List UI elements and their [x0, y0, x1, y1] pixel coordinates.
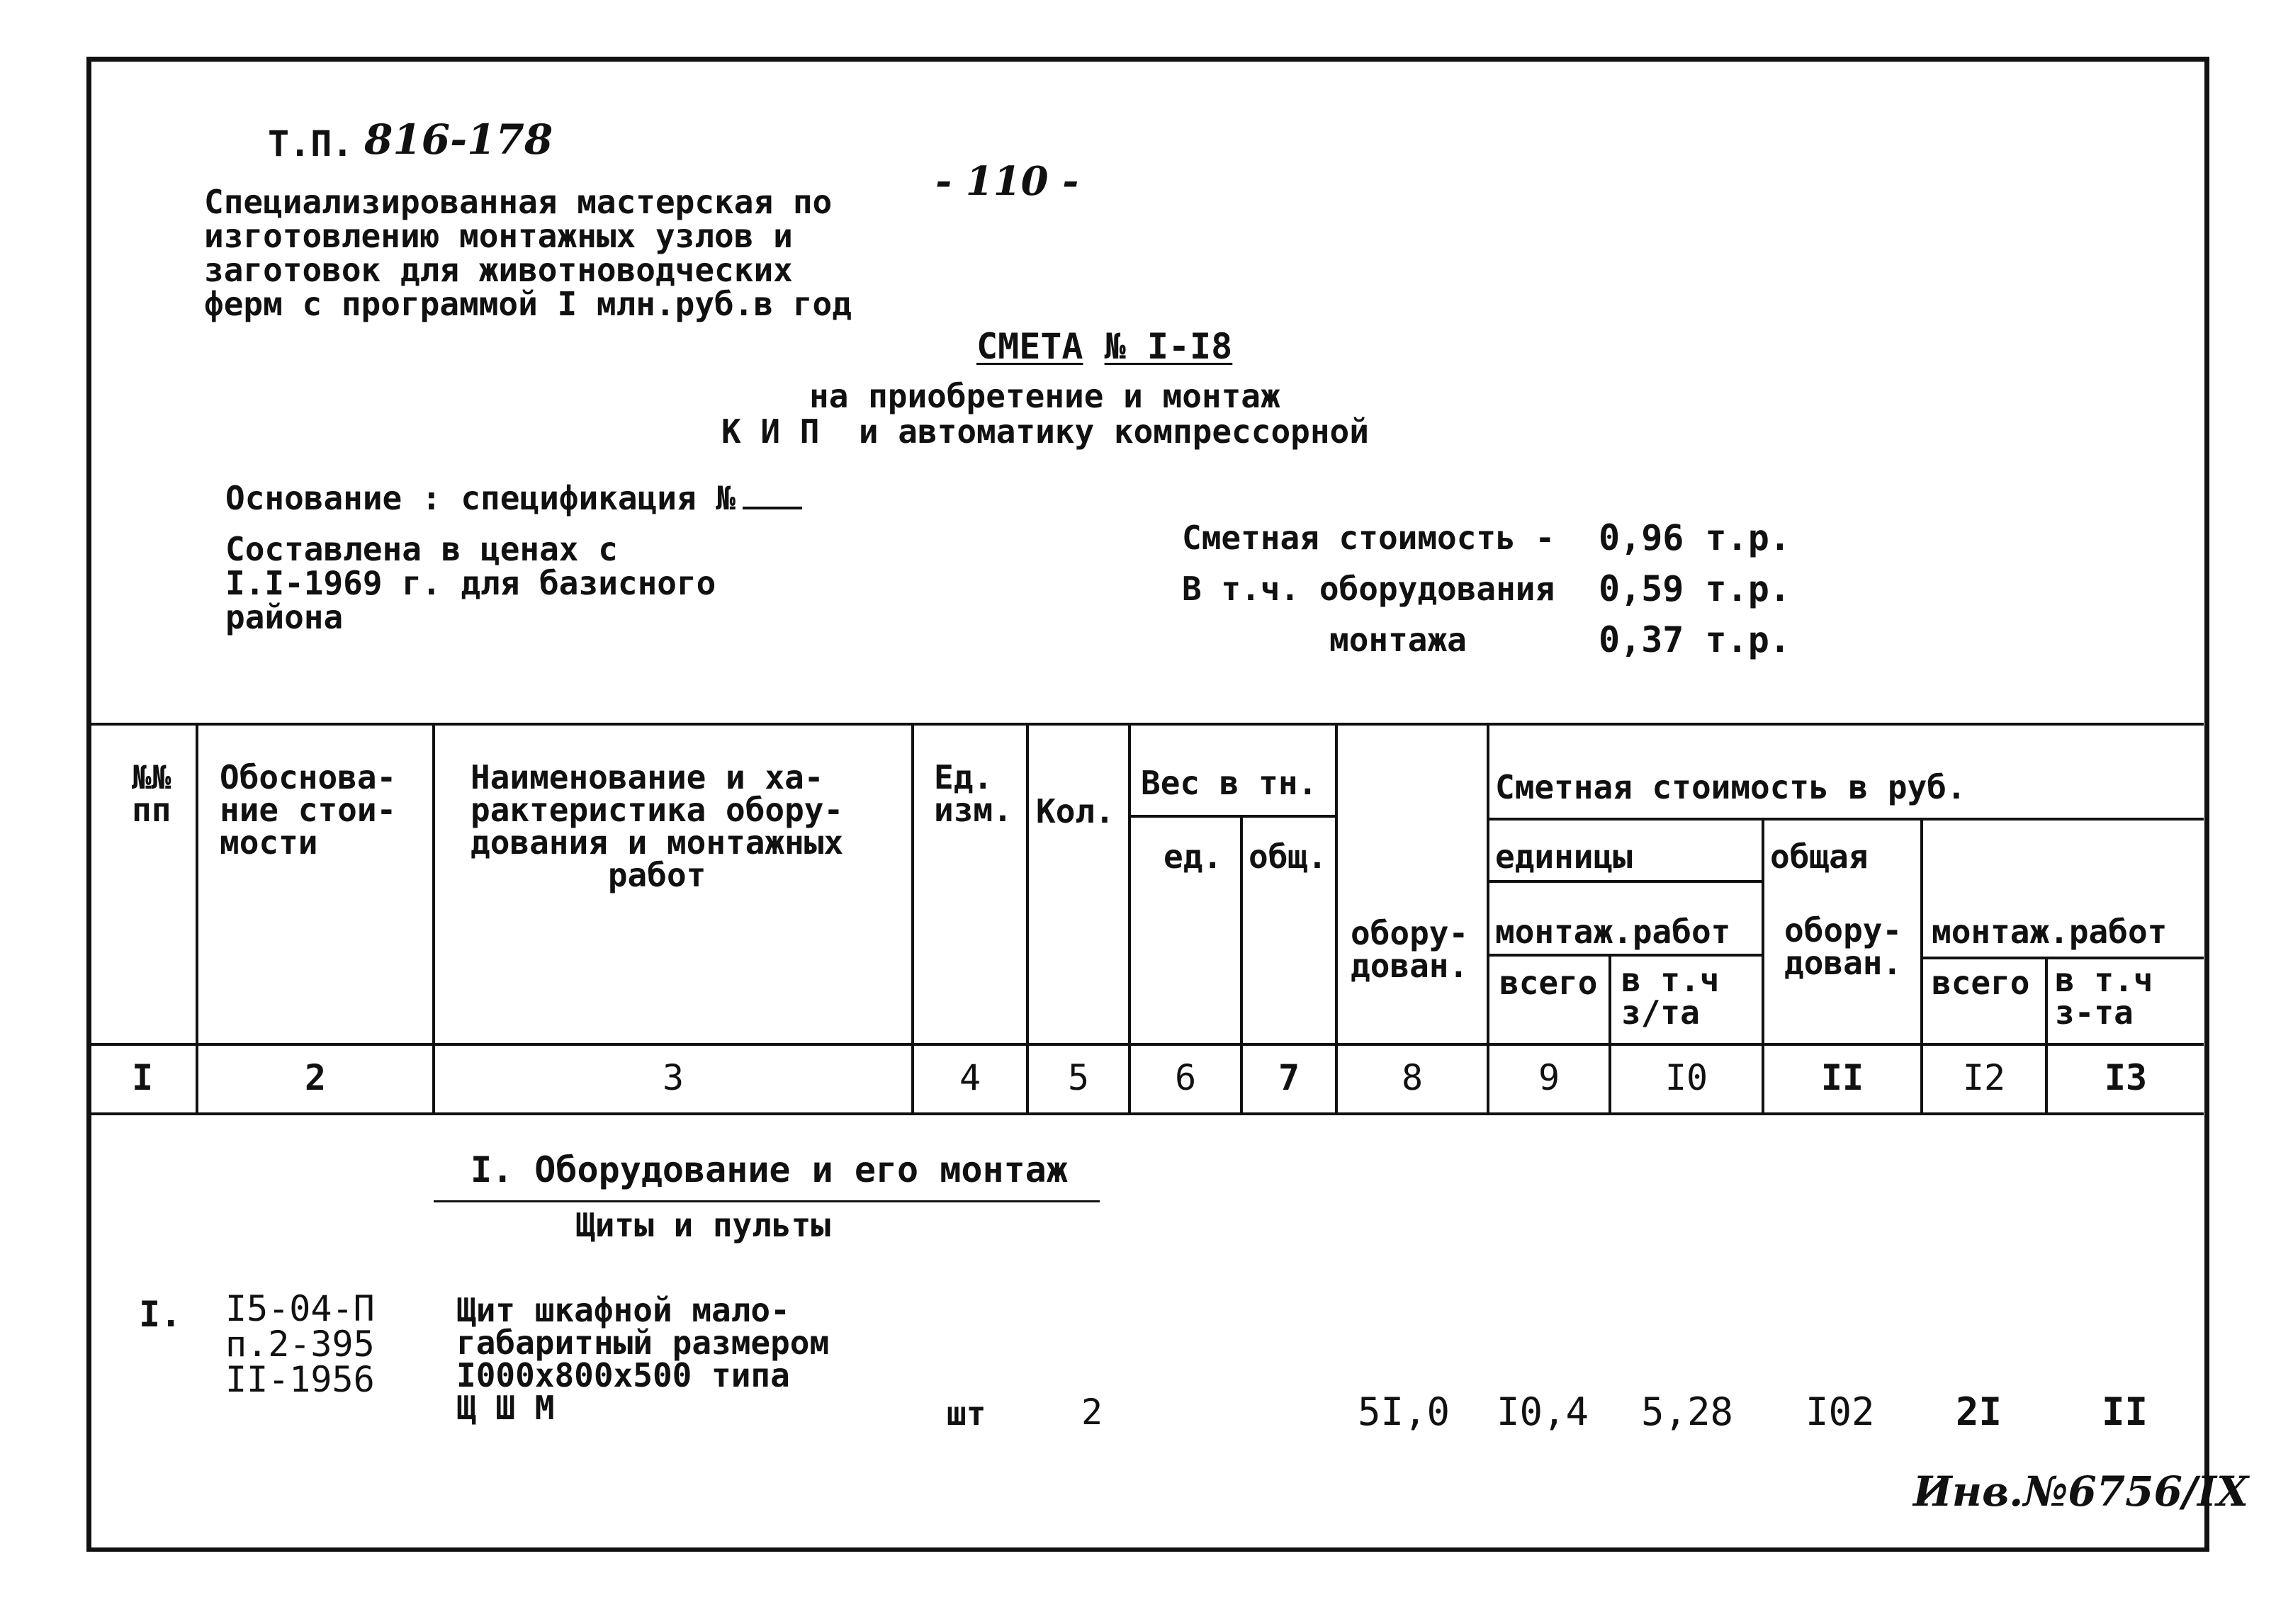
purpose-line-1: на приобретение и монтаж: [809, 377, 1280, 415]
row-name: Щит шкафной мало- габаритный размером I000х800х500 типа Щ Ш М: [456, 1291, 830, 1427]
subsection-title: Щиты и пульты: [575, 1206, 831, 1244]
header-equip: обору- дован.: [1351, 914, 1469, 985]
basis-line: Основание : спецификация №: [225, 482, 802, 514]
header-incl-wage-total: в т.ч з-та: [2055, 961, 2153, 1032]
row-total-mount-wage: II: [2102, 1389, 2148, 1434]
row-total-mount-all: 2I: [1956, 1389, 2002, 1434]
page-number: - 110 -: [935, 158, 1079, 205]
header-all: всего: [1499, 964, 1598, 1002]
row-unit-mount-wage: 5,28: [1641, 1389, 1734, 1434]
header-qty: Кол.: [1036, 792, 1115, 830]
header-weight: Вес в тн.: [1141, 764, 1318, 802]
smeta-title: СМЕТА № I-I8: [976, 326, 1233, 367]
header-total: общая: [1770, 838, 1869, 876]
row-unit-mount-all: I0,4: [1497, 1389, 1589, 1434]
header-cost: Сметная стоимость в руб.: [1495, 768, 1966, 806]
row-total-equip: I02: [1805, 1389, 1875, 1434]
inventory-number: Инв.№6756/IX: [1913, 1467, 2249, 1516]
header-num: №№ пп: [132, 758, 171, 829]
spec-number-blank: [743, 485, 802, 509]
row-num: I.: [139, 1294, 182, 1335]
header-weight-unit: ед.: [1164, 838, 1223, 876]
section-underline: [434, 1200, 1100, 1202]
section-title: I. Оборудование и его монтаж: [471, 1149, 1068, 1190]
header-mount-works: монтаж.работ: [1495, 913, 1731, 951]
header-all-total: всего: [1932, 964, 2030, 1002]
header-name: Наименование и ха- рактеристика обору- дования и монтажных работ: [471, 758, 844, 894]
tp-number: 816-178: [364, 115, 553, 164]
tp-prefix: Т.П.: [268, 123, 354, 164]
header-per-unit: единицы: [1495, 838, 1633, 876]
header-weight-total: общ.: [1249, 838, 1327, 876]
purpose-line-2: К И П и автоматику компрессорной: [721, 412, 1369, 451]
header-mount-works-total: монтаж.работ: [1932, 913, 2168, 951]
header-unit: Ед. изм.: [934, 758, 1013, 829]
header-basis: Обоснова- ние стои- мости: [220, 758, 397, 862]
header-equip-total: обору- дован.: [1784, 911, 1903, 982]
row-basis: I5-04-П п.2-395 II-1956: [225, 1288, 375, 1400]
row-equip: 5I,0: [1358, 1389, 1450, 1434]
row-unit: шт: [947, 1394, 986, 1433]
row-qty: 2: [1081, 1392, 1103, 1433]
header-incl-wage: в т.ч з/та: [1621, 961, 1720, 1032]
